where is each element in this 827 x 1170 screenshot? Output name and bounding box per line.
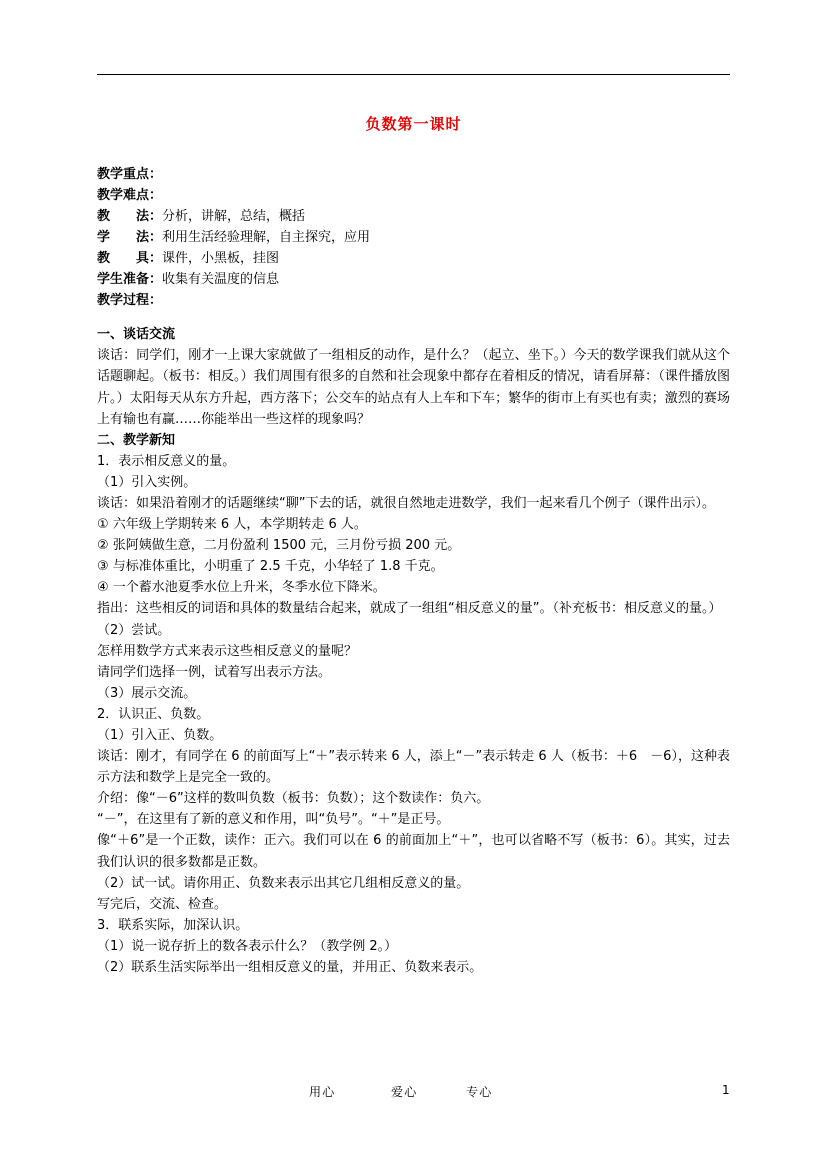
footer-item: 用心 [309,1085,336,1099]
example-item: ② 张阿姨做生意，二月份盈利 1500 元，三月份亏损 200 元。 [97,538,461,554]
text-line: 怎样用数学方式来表示这些相反意义的量呢？ [97,643,358,659]
talk-paragraph: 谈话：刚才，有同学在 6 的前面写上“＋”表示转来 6 人，添上“－”表示转走 6 人（板书：＋6 －6），这种表示方法和数学上是完全一致的。 [97,748,730,786]
meta-label: 教 法： [97,209,163,224]
text-line: （2）尝试。 [97,622,171,638]
meta-label: 学 法： [97,230,163,245]
document-title: 负数第一课时 [365,115,462,133]
meta-label: 学生准备： [97,272,163,287]
document-body [97,164,730,978]
meta-teaching-method [97,206,730,227]
meta-label: 教 具： [97,251,163,266]
footer-item: 专心 [466,1085,493,1099]
text-line: （1）说一说存折上的数各表示什么？（教学例 2。） [97,938,398,954]
meta-value: 课件，小黑板，挂图 [162,251,280,266]
text-line: （1）引入实例。 [97,475,197,491]
meta-label: 教学过程： [97,293,163,308]
example-item: ③ 与标准体重比，小明重了 2.5 千克，小华轻了 1.8 千克。 [97,559,444,575]
text-line: 介绍：像“－6”这样的数叫负数（板书：负数）；这个数读作：负六。 [97,791,490,807]
meta-label: 教学重点： [97,167,163,182]
meta-preparation [97,269,730,290]
point-paragraph: 指出：这些相反的词语和具体的数量结合起来，就成了一组组“相反意义的量”。（补充板书：相反意义的量。） [97,601,722,617]
text-line: 1．表示相反意义的量。 [97,454,236,470]
text-line: （1）引入正、负数。 [97,727,223,743]
meta-value: 收集有关温度的信息 [162,272,280,287]
text-line: 写完后，交流、检查。 [97,896,228,912]
meta-value: 分析，讲解，总结，概括 [162,209,306,224]
meta-aids [97,248,730,269]
example-item: ④ 一个蓄水池夏季水位上升米，冬季水位下降米。 [97,580,386,596]
section-heading-2: 二、教学新知 [97,433,176,449]
text-line: （2）联系生活实际举出一组相反意义的量，并用正、负数来表示。 [97,959,483,975]
meta-difficulty [97,185,730,206]
text-line: （2）试一试。请你用正、负数来表示出其它几组相反意义的量。 [97,875,470,891]
text-line: （3）展示交流。 [97,685,197,701]
section-heading-1: 一、谈话交流 [97,327,176,342]
section1-paragraph: 谈话：同学们，刚才一上课大家就做了一组相反的动作，是什么？（起立、坐下。）今天的数学课我们就从这个话题聊起。（板书：相反。）我们周围有很多的自然和社会现象中都存在着相反的情况，请看屏幕：（课件播放图片。）太阳每天从东方升起，西方落下；公交车的站点有人上车和下车；繁华的街市上有买也有卖；激烈的赛场上有输也有赢……你能举出一些这样的现象吗？ [97,348,730,427]
text-line: 2．认识正、负数。 [97,706,210,722]
talk-paragraph: 谈话：如果沿着刚才的话题继续“聊”下去的话，就很自然地走进数学，我们一起来看几个例子（课件出示）。 [97,496,715,512]
example-item: ① 六年级上学期转来 6 人，本学期转走 6 人。 [97,517,367,533]
talk-paragraph: 像“＋6”是一个正数，读作：正六。我们可以在 6 的前面加上“＋”，也可以省略不写（板书：6）。其实，过去我们认识的很多数都是正数。 [97,833,730,870]
text-line: 3．联系实际，加深认识。 [97,917,249,933]
footer-item: 爱心 [391,1085,418,1099]
meta-focus [97,164,730,185]
header-rule [97,74,730,75]
text-line: 请同学们选择一例，试着写出表示方法。 [97,664,332,680]
page-footer [0,1083,827,1103]
meta-process [97,290,730,311]
meta-learning-method [97,227,730,248]
text-line: “－”，在这里有了新的意义和作用，叫“负号”。“＋”是正号。 [97,812,450,828]
meta-value: 利用生活经验理解，自主探究，应用 [162,230,371,245]
meta-label: 教学难点： [97,188,163,203]
page-number: 1 [722,1083,730,1097]
